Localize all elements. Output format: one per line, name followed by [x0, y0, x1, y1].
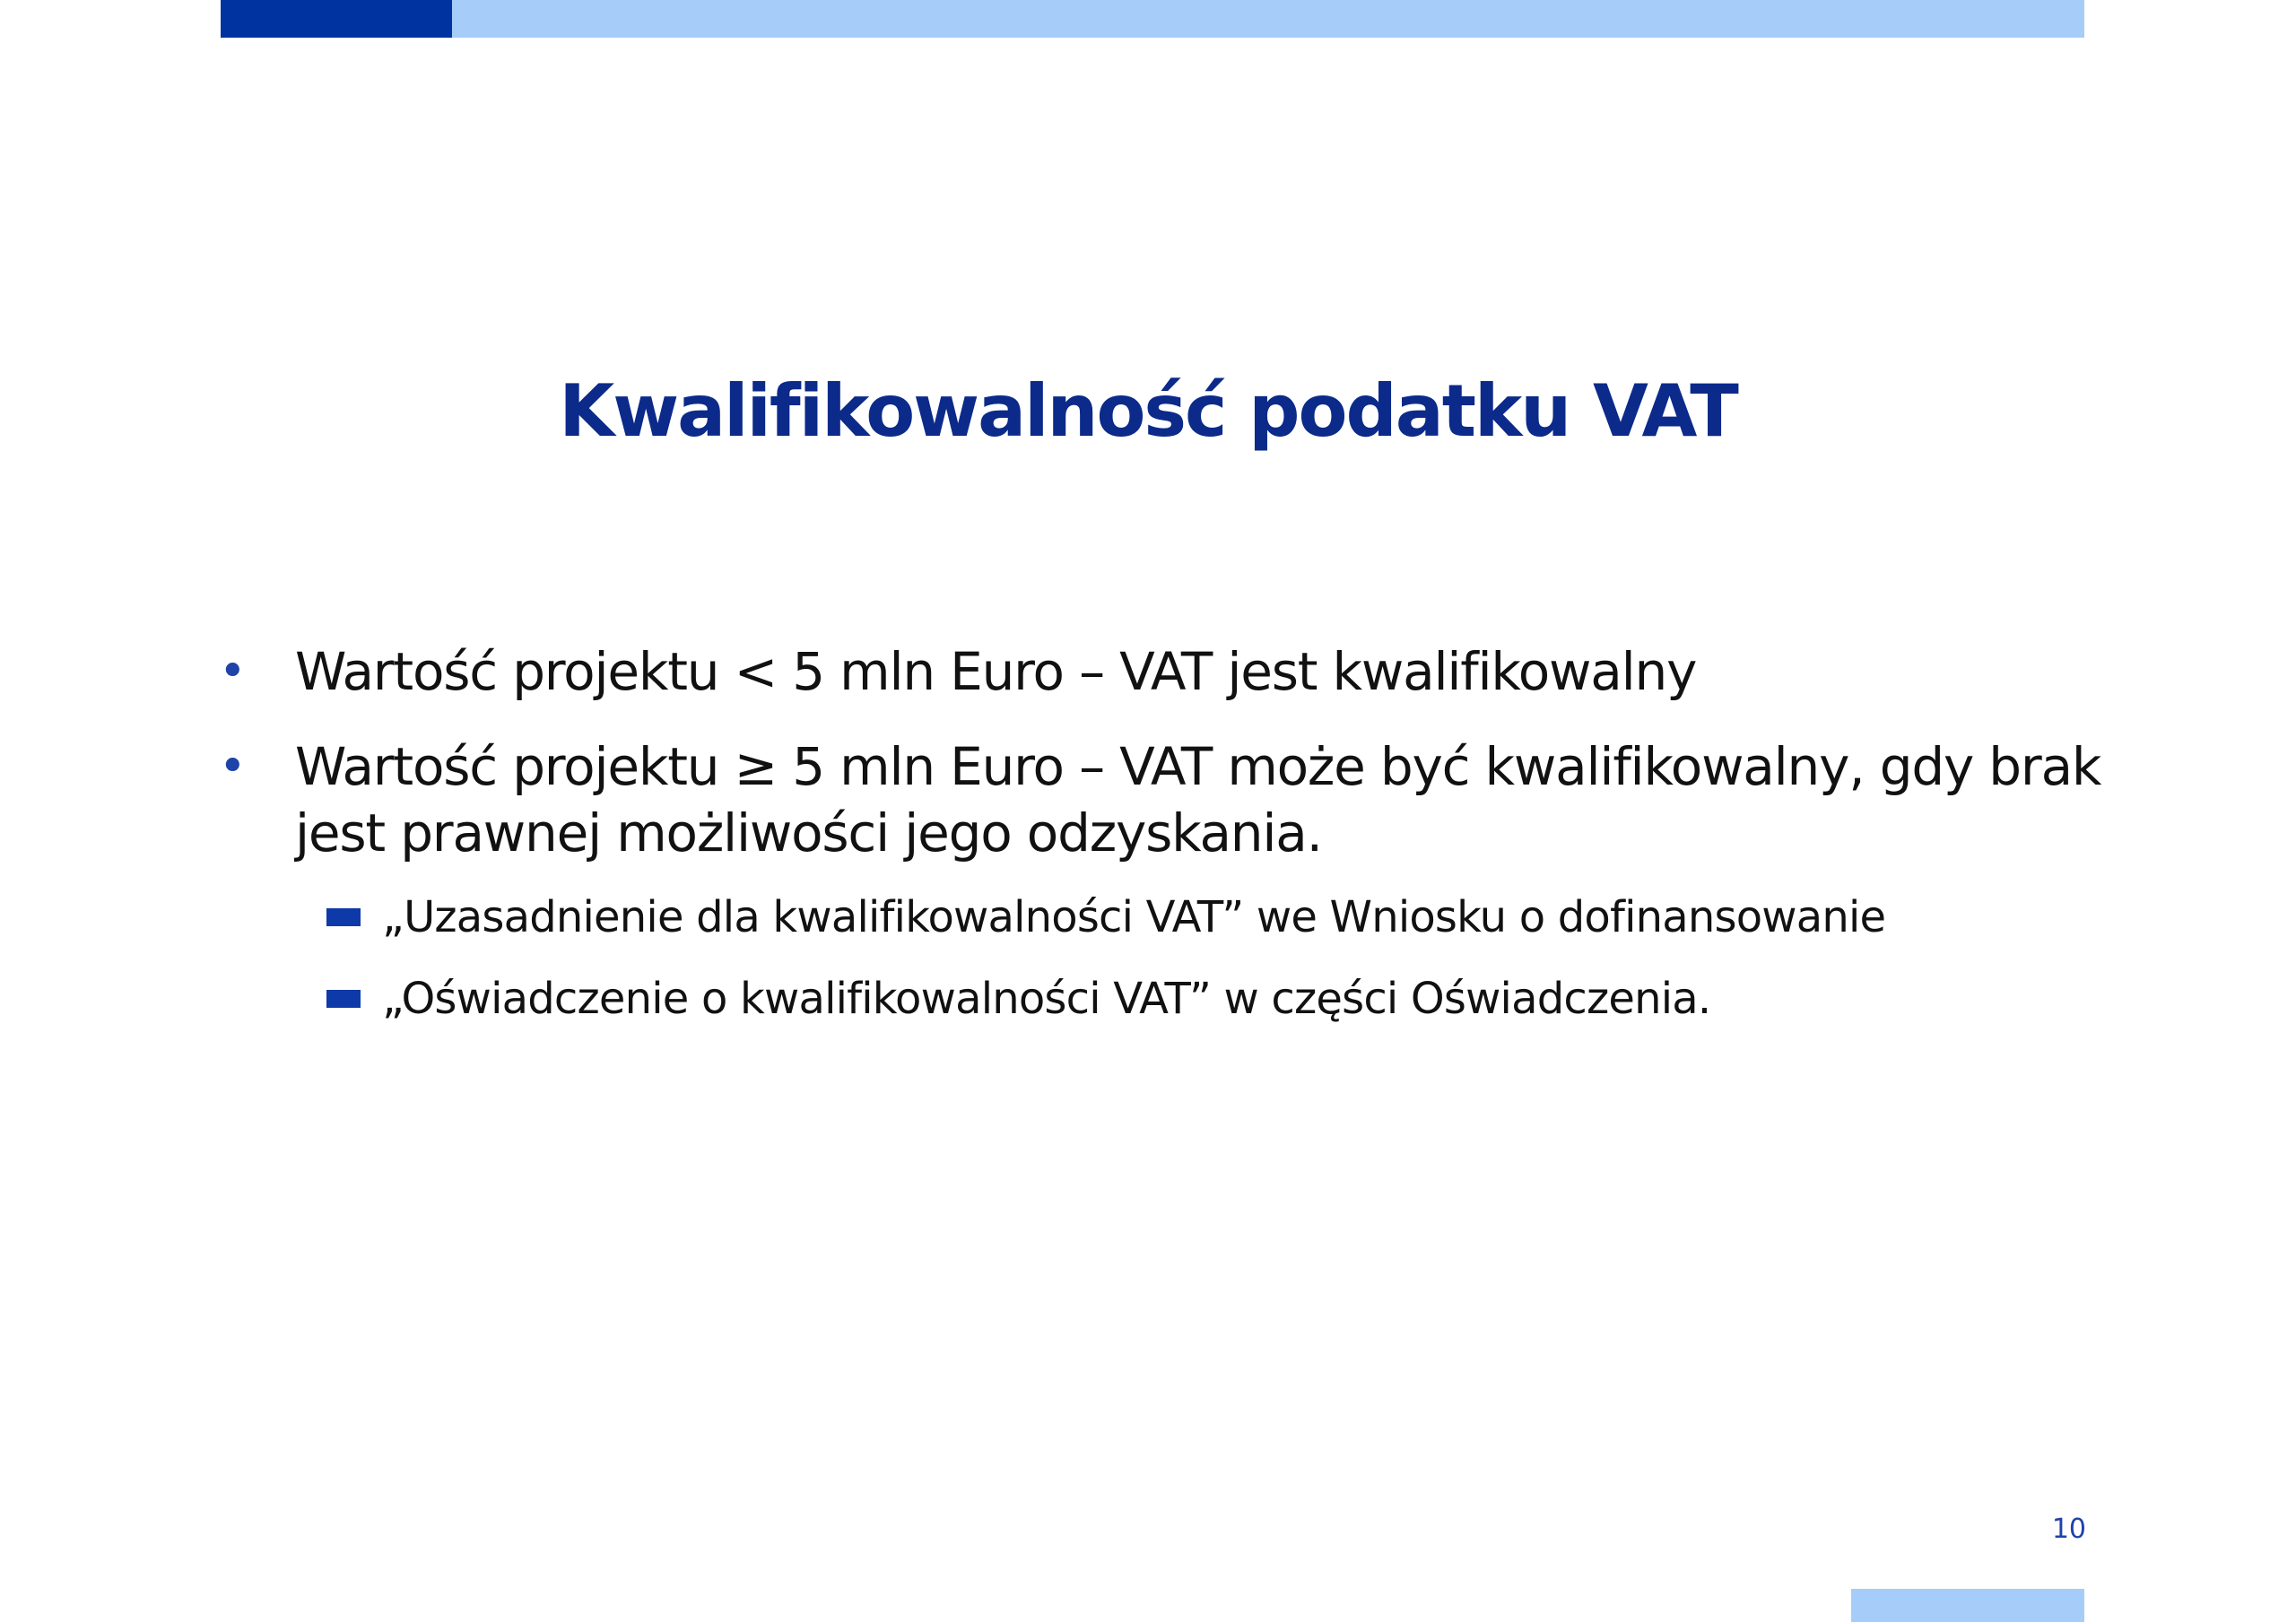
- bullet-icon: •: [219, 645, 247, 698]
- sub-bullet-text: „Uzasadnienie dla kwalifikowalności VAT” we Wniosku o dofinansowanie: [382, 892, 1886, 942]
- footer-accent-light: [1851, 1589, 2084, 1622]
- page-number: 10: [2051, 1514, 2086, 1545]
- square-bullet-icon: [326, 990, 361, 1008]
- sub-bullet-text: „Oświadczenie o kwalifikowalności VAT” w części Oświadczenia.: [382, 974, 1711, 1024]
- square-bullet-icon: [326, 908, 361, 926]
- bullet-text: Wartość projektu ≥ 5 mln Euro – VAT może być kwalifikowalny, gdy brak jest prawnej możliwości jego odzyskania.: [295, 736, 2101, 863]
- slide-title: Kwalifikowalność podatku VAT: [559, 369, 1737, 453]
- bullet-icon: •: [219, 740, 247, 794]
- bullet-text: Wartość projektu < 5 mln Euro – VAT jest kwalifikowalny: [295, 641, 1697, 702]
